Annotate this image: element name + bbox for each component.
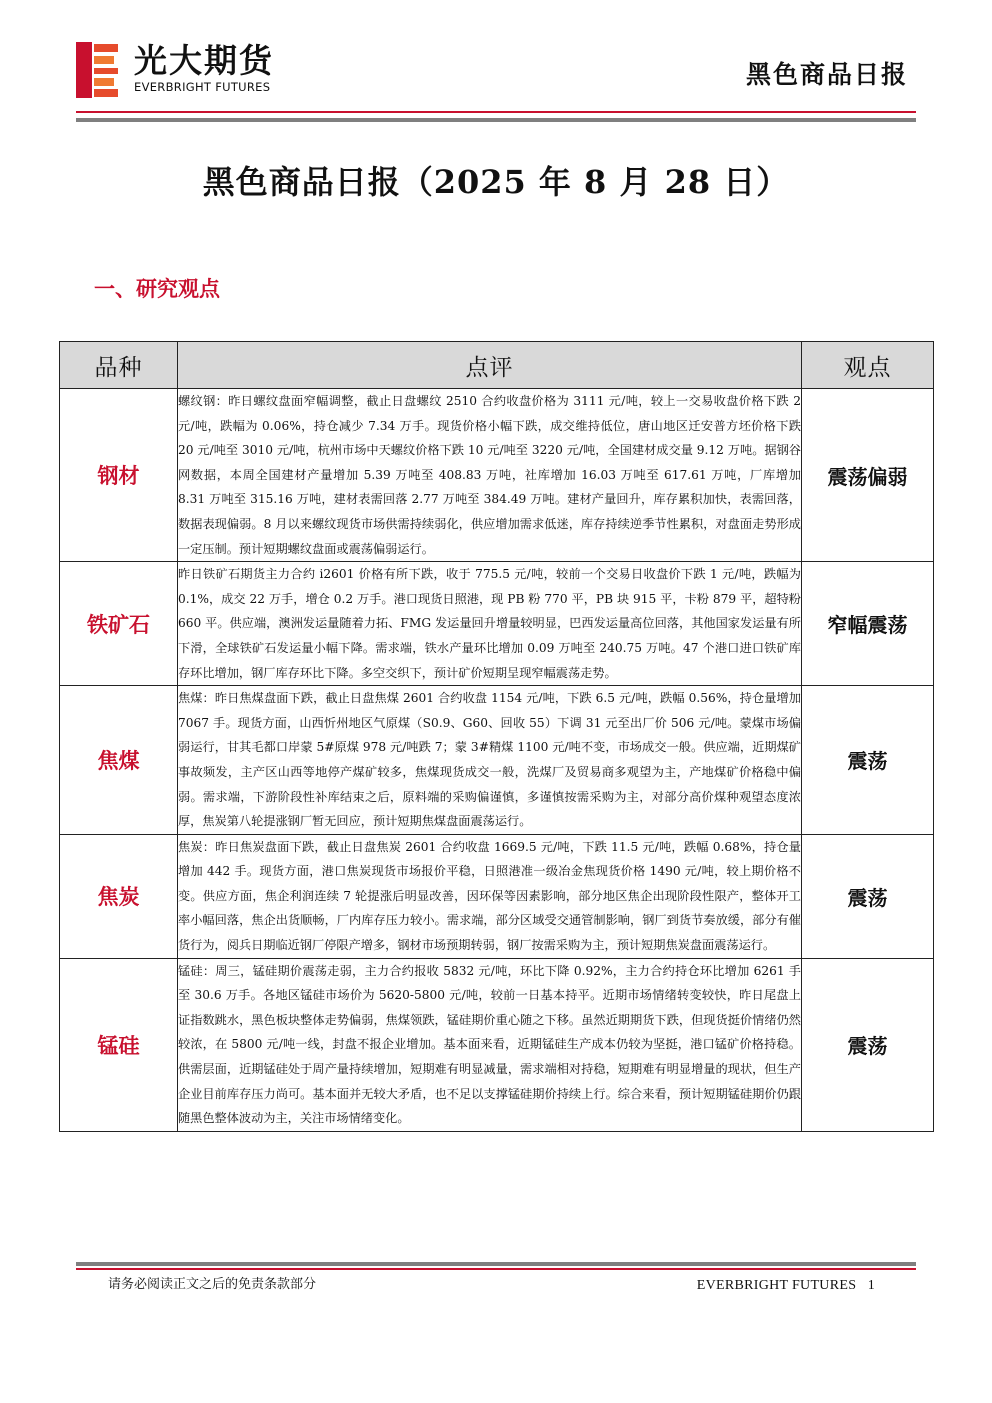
comment-cell: 焦炭：昨日焦炭盘面下跌，截止日盘焦炭 2601 合约收盘 1669.5 元/吨，下跌 11.5 元/吨，跌幅 0.68%，持仓量增加 442 手。现货方面，港口焦炭现货市场报价平稳，日照港准一级冶金焦现货价格 1490 元/吨，较上期价格不变。供应方面，焦企利润连续 7 轮提涨后明显改善，因环保等因素影响，部分地区焦企出现阶段性限产，整体开工率小幅回落，焦企出货顺畅，厂内库存压力较小。需求端，部分区域受交通管制影响，钢厂到货节奏放缓，部分有催货行为，阅兵日期临近钢厂停限产增多，钢材市场预期转弱，钢厂按需采购为主，预计短期焦炭盘面震荡运行。 xyxy=(178,834,802,958)
view-cell: 震荡 xyxy=(802,958,934,1131)
table-row xyxy=(60,958,934,1131)
variety-cell: 焦炭 xyxy=(60,834,178,958)
header-variety: 品种 xyxy=(60,342,178,389)
page-title: 黑色商品日报（2025 年 8 月 28 日） xyxy=(202,163,790,201)
table-header-row xyxy=(60,342,934,389)
table-row xyxy=(60,562,934,686)
brand-name-cn: 光大期货 xyxy=(134,41,274,80)
comment-cell: 锰硅：周三，锰硅期价震荡走弱，主力合约报收 5832 元/吨，环比下降 0.92%，主力合约持仓环比增加 6261 手至 30.6 万手。各地区锰硅市场价为 5620-5800 元/吨，较前一日基本持平。近期市场情绪转变较快，昨日尾盘上证指数跳水，黑色板块整体走势偏弱，焦煤领跌，锰硅期价重心随之下移。虽然近期期货下跌，但现货挺价情绪仍然较浓，在 5800 元/吨一线，封盘不报企业增加。基本面来看，近期锰硅生产成本仍较为坚挺，港口锰矿价格持稳。供需层面，近期锰硅处于周产量持续增加，短期难有明显减量，需求端相对持稳，短期难有明显增量的现状，但生产企业目前库存压力尚可。基本面并无较大矛盾，也不足以支撑锰硅期价持续上行。综合来看，预计短期锰硅期价仍跟随黑色整体波动为主，关注市场情绪变化。 xyxy=(178,958,802,1131)
brand-name-en: EVERBRIGHT FUTURES xyxy=(134,80,271,94)
report-type-label: 黑色商品日报 xyxy=(745,60,908,89)
header-comment: 点评 xyxy=(178,342,802,389)
footer-disclaimer: 请务必阅读正文之后的免责条款部分 xyxy=(108,1277,317,1292)
variety-cell: 焦煤 xyxy=(60,686,178,835)
variety-cell: 锰硅 xyxy=(60,958,178,1131)
comment-cell: 螺纹钢：昨日螺纹盘面窄幅调整，截止日盘螺纹 2510 合约收盘价格为 3111 元/吨，较上一交易收盘价格下跌 2 元/吨，跌幅为 0.06%，持仓减少 7.34 万手。现货价格小幅下跌，成交维持低位，唐山地区迁安普方坯价格下跌 20 元/吨至 3010 元/吨，杭州市场中天螺纹价格下跌 10 元/吨至 3220 元/吨，全国建材成交量 9.12 万吨。据钢谷网数据，本周全国建材产量增加 5.39 万吨至 408.83 万吨，社库增加 16.03 万吨至 617.61 万吨，厂库增加 8.31 万吨至 315.16 万吨，建材表需回落 2.77 万吨至 384.49 万吨。建材产量回升，库存累积加快，表需回落，数据表现偏弱。8 月以来螺纹现货市场供需持续弱化，供应增加需求低迷，库存持续逆季节性累积，对盘面走势形成一定压制。预计短期螺纹盘面或震荡偏弱运行。 xyxy=(178,389,802,562)
header-view: 观点 xyxy=(802,342,934,389)
variety-cell: 铁矿石 xyxy=(60,562,178,686)
comment-cell: 焦煤：昨日焦煤盘面下跌，截止日盘焦煤 2601 合约收盘 1154 元/吨，下跌 6.5 元/吨，跌幅 0.56%，持仓量增加 7067 手。现货方面，山西忻州地区气原煤（S0.9、G60、回收 55）下调 31 元至出厂价 506 元/吨。蒙煤市场偏弱运行，甘其毛都口岸蒙 5#原煤 978 元/吨跌 7；蒙 3#精煤 1100 元/吨不变，市场成交一般。供应端，近期煤矿事故频发，主产区山西等地停产煤矿较多，焦煤现货成交一般，洗煤厂及贸易商多观望为主，产地煤矿价格稳中偏弱。需求端，下游阶段性补库结束之后，原料端的采购偏谨慎，多谨慎按需采购为主，对部分高价煤种观望态度浓厚，焦炭第八轮提涨钢厂暂无回应，预计短期焦煤盘面震荡运行。 xyxy=(178,686,802,835)
research-view-table xyxy=(59,341,934,1132)
view-cell: 震荡 xyxy=(802,834,934,958)
footer-brand-page xyxy=(697,1277,875,1295)
footer-brand: EVERBRIGHT FUTURES xyxy=(696,1278,857,1293)
header-divider-grey xyxy=(76,118,916,122)
table-row xyxy=(60,389,934,562)
view-cell: 窄幅震荡 xyxy=(802,562,934,686)
page-header xyxy=(0,0,992,125)
comment-cell: 昨日铁矿石期货主力合约 i2601 价格有所下跌，收于 775.5 元/吨，较前一个交易日收盘价下跌 1 元/吨，跌幅为 0.1%，成交 22 万手，增仓 0.2 万手。港口现货日照港，现 PB 粉 770 平，PB 块 915 平，卡粉 879 平，超特粉 660 平。供应端，澳洲发运量随着力拓、FMG 发运量回升增量较明显，巴西发运量高位回落，其他国家发运量有所下滑，全球铁矿石发运量小幅下降。需求端，铁水产量环比增加 0.09 万吨至 240.75 万吨。47 个港口进口铁矿库存环比增加，钢厂库存环比下降。多空交织下，预计矿价短期呈现窄幅震荡走势。 xyxy=(178,562,802,686)
table-row xyxy=(60,686,934,835)
view-cell: 震荡偏弱 xyxy=(802,389,934,562)
footer-divider-red xyxy=(76,1268,916,1270)
section-title: 一、研究观点 xyxy=(94,276,220,301)
table-row xyxy=(60,834,934,958)
variety-cell: 钢材 xyxy=(60,389,178,562)
header-divider-red xyxy=(76,111,916,113)
view-cell: 震荡 xyxy=(802,686,934,835)
footer-divider-grey xyxy=(76,1262,916,1266)
page-number: 1 xyxy=(867,1278,875,1293)
everbright-logo-icon xyxy=(76,42,120,98)
